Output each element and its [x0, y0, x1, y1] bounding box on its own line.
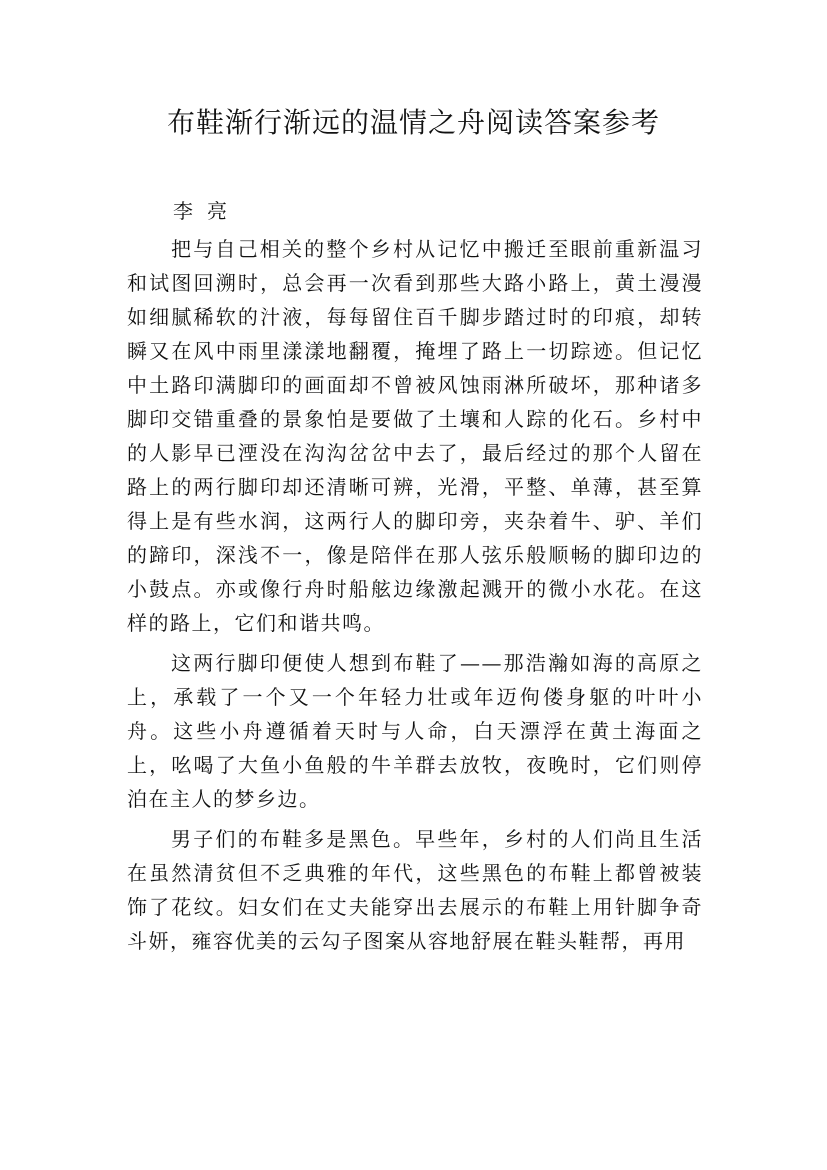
document-title: 布鞋渐行渐远的温情之舟阅读答案参考 — [166, 106, 660, 139]
article-body — [127, 232, 703, 964]
author-name: 李亮 — [173, 199, 241, 223]
paragraph-3: 男子们的布鞋多是黑色。早些年，乡村的人们尚且生活在虽然清贫但不乏典雅的年代，这些黑色的布鞋上都曾被装饰了花纹。妇女们在丈夫能穿出去展示的布鞋上用针脚争奇斗妍，雍容优美的云勾子图案从容地舒展在鞋头鞋帮，再用 — [127, 827, 703, 953]
paragraph-2: 这两行脚印便使人想到布鞋了——那浩瀚如海的高原之上，承载了一个又一个年轻力壮或年迈佝偻身躯的叶叶小舟。这些小舟遵循着天时与人命，白天漂浮在黄土海面之上，吆喝了大鱼小鱼般的牛羊群去放牧，夜晚时，它们则停泊在主人的梦乡边。 — [127, 651, 703, 811]
paragraph-1: 把与自己相关的整个乡村从记忆中搬迁至眼前重新温习和试图回溯时，总会再一次看到那些大路小路上，黄土漫漫如细腻稀软的汁液，每每留住百千脚步踏过时的印痕，却转瞬又在风中雨里漾漾地翻覆，掩埋了路上一切踪迹。但记忆中土路印满脚印的画面却不曾被风蚀雨淋所破坏，那种诸多脚印交错重叠的景象怕是要做了土壤和人踪的化石。乡村中的人影早已湮没在沟沟岔岔中去了，最后经过的那个人留在路上的两行脚印却还清晰可辨，光滑，平整、单薄，甚至算得上是有些水润，这两行人的脚印旁，夹杂着牛、驴、羊们的蹄印，深浅不一，像是陪伴在那人弦乐般顺畅的脚印边的小鼓点。亦或像行舟时船舷边缘激起溅开的微小水花。在这样的路上，它们和谐共鸣。 — [127, 237, 703, 635]
